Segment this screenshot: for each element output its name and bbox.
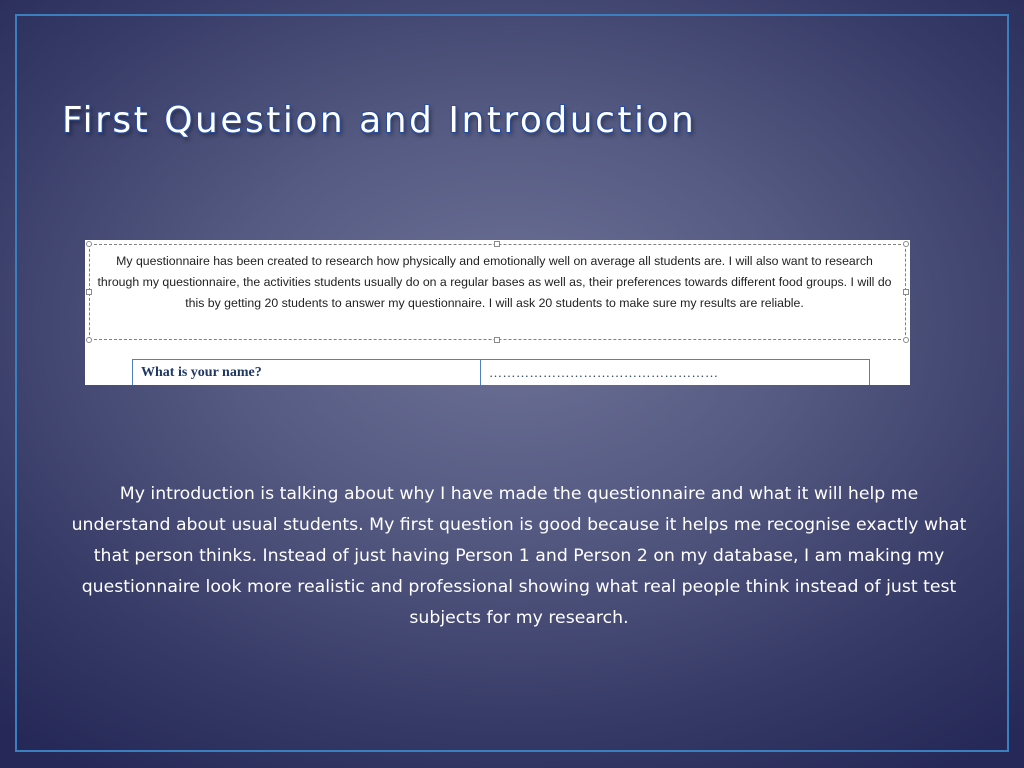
resize-handle-top-middle — [494, 241, 500, 247]
resize-handle-middle-left — [86, 289, 92, 295]
slide-body-text: My introduction is talking about why I have made the questionnaire and what it will help me understand about usual students. My first question is good because it helps me recognise exactly what that person thinks. Instead of just having Person 1 and Person 2 on my database, I am making my questionnaire look more realistic and professional showing what real people think instead of just test subjects for my research. — [71, 484, 967, 628]
answer-placeholder: …………………………………………… — [481, 360, 870, 386]
resize-handle-top-left — [86, 241, 92, 247]
questionnaire-screenshot — [85, 240, 910, 385]
resize-handle-middle-right — [903, 289, 909, 295]
question-table — [132, 359, 870, 385]
questionnaire-intro-text: My questionnaire has been created to research how physically and emotionally well on average all students are. I will also want to research through my questionnaire, the activities students usually do on a regular bases as well as, their preferences towards different food groups. I will do this by getting 20 students to answer my questionnaire. I will ask 20 students to make sure my results are reliable. — [97, 254, 892, 310]
table-row — [133, 360, 870, 386]
slide-title: First Question and Introduction — [62, 100, 697, 141]
question-label: What is your name? — [133, 360, 481, 386]
resize-handle-bottom-left — [86, 337, 92, 343]
resize-handle-bottom-middle — [494, 337, 500, 343]
resize-handle-top-right — [903, 241, 909, 247]
resize-handle-bottom-right — [903, 337, 909, 343]
